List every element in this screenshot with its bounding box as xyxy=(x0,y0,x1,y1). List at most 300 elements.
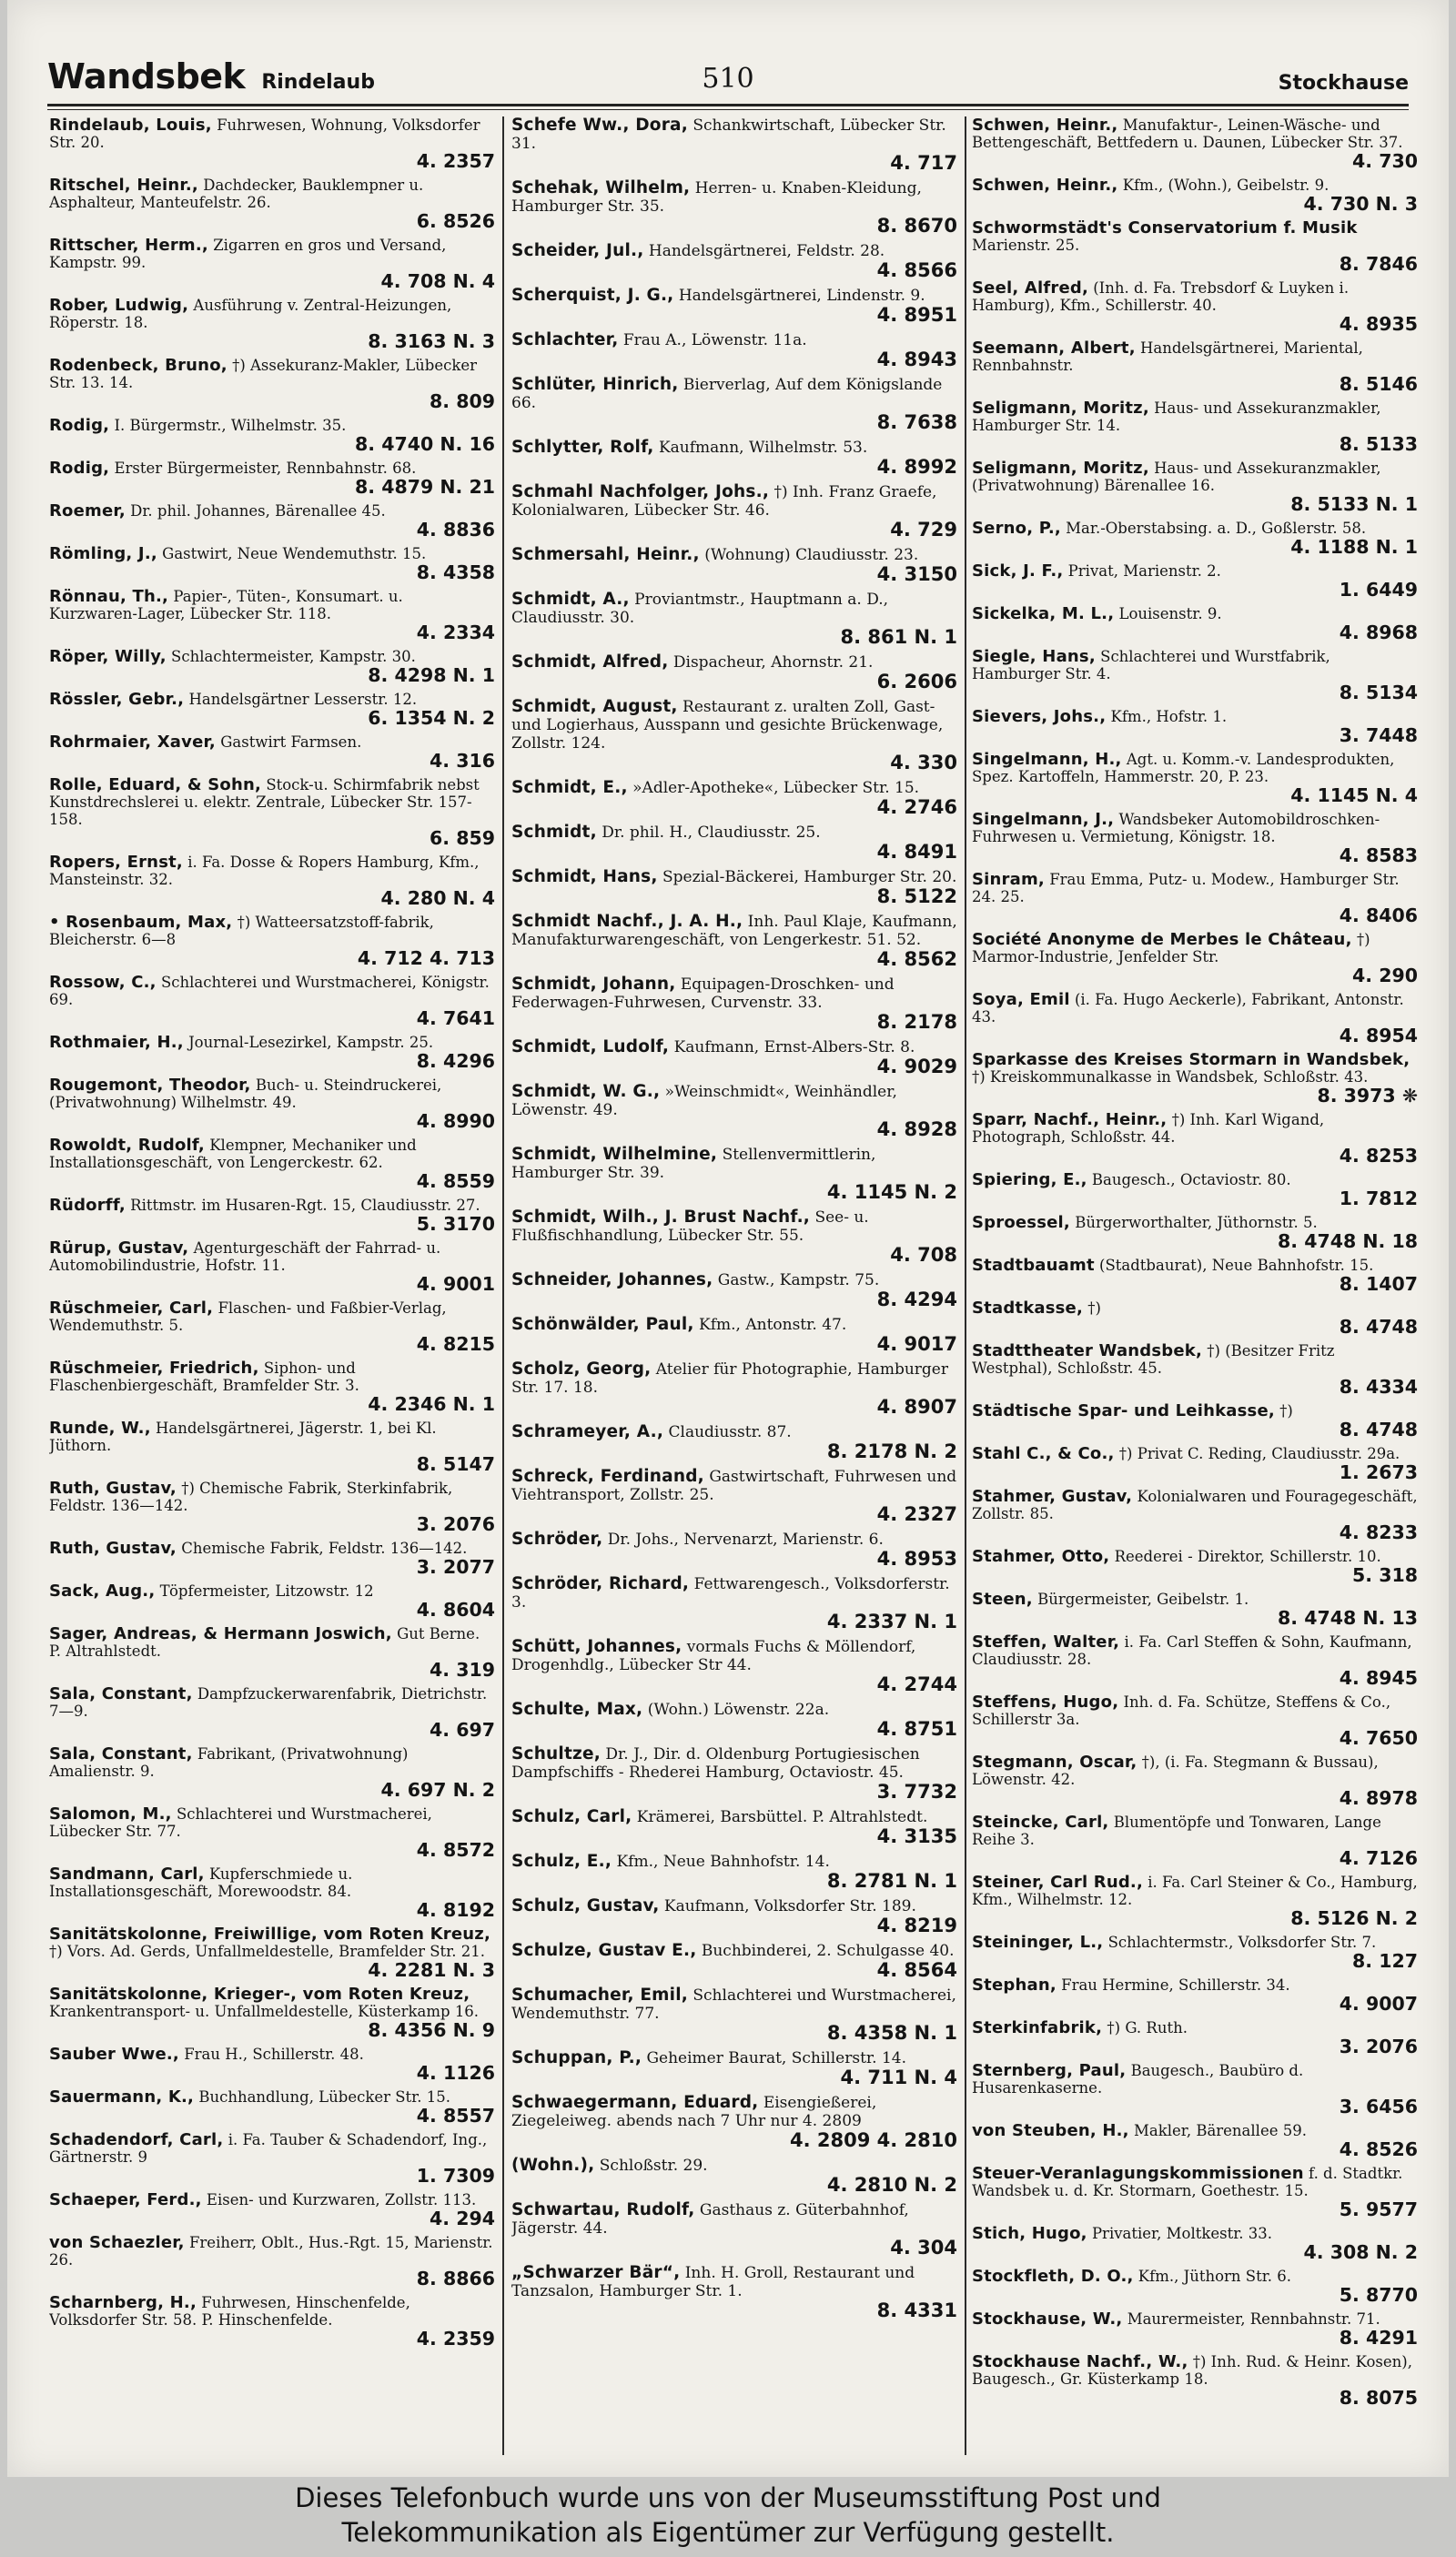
directory-entry xyxy=(972,1299,1418,1342)
directory-entry xyxy=(972,1051,1418,1111)
entry-name: Stich, Hugo, xyxy=(972,2224,1087,2243)
entry-details: i. Fa. Carl Steffen & Sohn, Kaufmann, Claudiusstr. 28. xyxy=(972,1633,1412,1668)
directory-entry xyxy=(511,546,957,591)
entry-name: Sala, Constant, xyxy=(49,1684,193,1703)
entry-phone-number: 8. 7638 xyxy=(876,411,957,433)
entry-details: Dr. phil. H., Claudiusstr. 25. xyxy=(602,824,821,842)
entry-details: i. Fa. Carl Steiner & Co., Hamburg, Kfm., Wilhelmstr. 12. xyxy=(972,1874,1418,1908)
entry-details: Inh. H. Groll, Restaurant und Tanzsalon, Hamburger Str. 1. xyxy=(511,2264,915,2300)
entry-details: Buchhandlung, Lübecker Str. 15. xyxy=(198,2088,450,2106)
entry-phone-number: 4. 3150 xyxy=(876,563,957,585)
entry-details: Kfm., Antonstr. 47. xyxy=(699,1316,847,1334)
column-2 xyxy=(511,116,957,2455)
entry-details: Schlachtermeister, Kampstr. 30. xyxy=(171,648,416,665)
entry-details: Inh. d. Fa. Schütze, Steffens & Co., Schillerstr 3a. xyxy=(972,1693,1391,1728)
entry-details: Haus- und Assekuranzmakler, (Privatwohnung) Bärenallee 16. xyxy=(972,460,1381,494)
entry-phone-number: 8. 2178 xyxy=(876,1011,957,1033)
entry-name: Stockhause, W., xyxy=(972,2309,1123,2329)
directory-entry xyxy=(49,1076,495,1137)
entry-name: Stadtkasse, xyxy=(972,1299,1083,1318)
entry-name: Schwartau, Rudolf, xyxy=(511,2200,695,2219)
directory-entry xyxy=(49,1865,495,1925)
entry-phone-number: 8. 8866 xyxy=(416,2268,495,2289)
entry-details: †) Chemische Fabrik, Sterkinfabrik, Feldstr. 136—142. xyxy=(49,1480,453,1514)
entry-name: Schehak, Wilhelm, xyxy=(511,178,691,197)
entry-name: Schmidt, A., xyxy=(511,590,630,609)
entry-name: Sternberg, Paul, xyxy=(972,2061,1127,2080)
entry-phone-number: 5. 9577 xyxy=(1339,2198,1418,2220)
entry-phone-number: 4. 697 xyxy=(430,1719,495,1741)
entry-phone-number: 4. 717 xyxy=(890,152,957,174)
entry-phone-number: 4. 8751 xyxy=(876,1718,957,1740)
entry-name: Rohrmaier, Xaver, xyxy=(49,733,216,752)
entry-details: Reederei - Direktor, Schillerstr. 10. xyxy=(1114,1548,1381,1565)
entry-details: Gut Berne. P. Altrahlstedt. xyxy=(49,1625,480,1660)
entry-details: Kaufmann, Wilhelmstr. 53. xyxy=(658,439,868,457)
entry-phone-number: 8. 5134 xyxy=(1339,682,1418,703)
entry-name: Schlytter, Rolf, xyxy=(511,438,654,457)
entry-name: Seligmann, Moritz, xyxy=(972,459,1149,478)
entry-name: Rössler, Gebr., xyxy=(49,690,185,709)
entry-name: Rindelaub, Louis, xyxy=(49,116,212,135)
entry-phone-number: 5. 3170 xyxy=(416,1213,495,1235)
directory-entry xyxy=(49,1299,495,1359)
entry-details: Privatier, Moltkestr. 33. xyxy=(1091,2225,1273,2242)
entry-name: Sparkasse des Kreises Stormarn in Wandsbek, xyxy=(972,1050,1410,1069)
directory-entry xyxy=(511,1208,957,1271)
entry-details: Mar.-Oberstabsing. a. D., Goßlerstr. 58. xyxy=(1066,520,1367,537)
column-1 xyxy=(49,116,495,2455)
entry-name: Schultze, xyxy=(511,1744,601,1764)
entry-phone-number: 4. 316 xyxy=(430,750,495,772)
entry-details: Wandsbeker Automobildroschken-Fuhrwesen u. Vermietung, Königstr. 18. xyxy=(972,811,1380,845)
entry-details: Journal-Lesezirkel, Kampstr. 25. xyxy=(188,1034,434,1051)
entry-name: Schröder, Richard, xyxy=(511,1574,690,1593)
entry-phone-number: 8. 7846 xyxy=(1339,253,1418,275)
entry-phone-number: 4. 730 N. 3 xyxy=(1303,193,1418,215)
directory-entry xyxy=(49,2294,495,2354)
entry-name: Roemer, xyxy=(49,501,126,520)
directory-entry xyxy=(511,1083,957,1146)
entry-phone-number: 8. 4748 N. 13 xyxy=(1278,1607,1418,1629)
entry-phone-number: 4. 294 xyxy=(430,2208,495,2229)
entry-details: †) Vors. Ad. Gerds, Unfallmeldestelle, Bramfelder Str. 21. xyxy=(49,1943,485,1960)
entry-phone-number: 1. 2673 xyxy=(1339,1461,1418,1483)
entry-phone-number: 4. 8954 xyxy=(1339,1025,1418,1046)
entry-name: Steincke, Carl, xyxy=(972,1813,1109,1832)
directory-entry xyxy=(511,1575,957,1638)
entry-phone-number: 4. 8406 xyxy=(1339,905,1418,926)
entry-details: Schankwirtschaft, Lübecker Str. 31. xyxy=(511,116,946,153)
entry-phone-number: 4. 308 N. 2 xyxy=(1303,2241,1418,2263)
entry-details: Proviantmstr., Hauptmann a. D., Claudiusstr. 30. xyxy=(511,591,889,627)
entry-name: Scheider, Jul., xyxy=(511,241,644,260)
directory-entry xyxy=(511,1701,957,1745)
entry-name: Sauermann, K., xyxy=(49,2087,195,2107)
directory-entry xyxy=(511,439,957,483)
entry-name: Ritschel, Heinr., xyxy=(49,176,198,195)
entry-phone-number: 5. 8770 xyxy=(1339,2284,1418,2306)
entry-phone-number: 4. 2337 N. 1 xyxy=(826,1611,957,1632)
entry-details: Gasthaus z. Güterbahnhof, Jägerstr. 44. xyxy=(511,2201,909,2238)
entry-phone-number: 4. 7126 xyxy=(1339,1847,1418,1869)
entry-details: Bierverlag, Auf dem Königslande 66. xyxy=(511,376,943,412)
directory-entry xyxy=(49,691,495,733)
entry-name: von Steuben, H., xyxy=(972,2121,1129,2140)
entry-details: Dachdecker, Bauklempner u. Asphalteur, Manteufelstr. 26. xyxy=(49,177,424,211)
entry-details: Papier-, Tüten-, Konsumart. u. Kurzwaren-Lager, Lübecker Str. 118. xyxy=(49,588,403,622)
entry-details: Handelsgärtnerei, Jägerstr. 1, bei Kl. Jüthorn. xyxy=(49,1420,437,1454)
entry-name: Stegmann, Oscar, xyxy=(972,1753,1138,1772)
entry-name: Schmidt, E., xyxy=(511,778,628,797)
entry-phone-number: 8. 8075 xyxy=(1339,2387,1418,2409)
entry-phone-number: 8. 5133 xyxy=(1339,433,1418,455)
entry-details: Krämerei, Barsbüttel. P. Altrahlstedt. xyxy=(636,1808,928,1826)
entry-details: Baugesch., Octaviostr. 80. xyxy=(1091,1171,1291,1188)
directory-entry xyxy=(972,279,1418,339)
entry-details: (Stadtbaurat), Neue Bahnhofstr. 15. xyxy=(1099,1257,1374,1274)
column-3 xyxy=(972,116,1418,2455)
entry-details: Fuhrwesen, Wohnung, Volksdorfer Str. 20. xyxy=(49,116,480,151)
directory-entry xyxy=(511,483,957,546)
directory-entry xyxy=(511,2264,957,2327)
entry-name: Sanitätskolonne, Krieger-, vom Roten Kreuz, xyxy=(49,1985,470,2004)
entry-phone-number: 8. 8670 xyxy=(876,215,957,237)
directory-entry xyxy=(49,2131,495,2191)
directory-entry xyxy=(49,1197,495,1239)
footer-line-2: Telekommunikation als Eigentümer zur Verfügung gestellt. xyxy=(341,2517,1115,2548)
directory-entry xyxy=(49,648,495,691)
entry-phone-number: 8. 1407 xyxy=(1339,1273,1418,1295)
entry-phone-number: 8. 4879 N. 21 xyxy=(355,476,495,498)
entry-name: Schaeper, Ferd., xyxy=(49,2190,202,2209)
footer-line-1: Dieses Telefonbuch wurde uns von der Museumsstiftung Post und xyxy=(295,2482,1161,2513)
entry-phone-number: 4. 9017 xyxy=(876,1333,957,1355)
directory-entry xyxy=(511,2201,957,2264)
entry-details: Schlachterei und Wurstfabrik, Hamburger Str. 4. xyxy=(972,648,1330,682)
directory-entry xyxy=(511,698,957,779)
entry-details: Buch- u. Steindruckerei, (Privatwohnung) Wilhelmstr. 49. xyxy=(49,1076,442,1111)
directory-entry xyxy=(972,339,1418,399)
entry-phone-number: 4. 1126 xyxy=(416,2062,495,2084)
directory-entry xyxy=(49,854,495,914)
directory-page xyxy=(7,0,1449,2477)
entry-details: vormals Fuchs & Möllendorf, Drogenhdlg., Lübecker Str 44. xyxy=(511,1638,916,1674)
entry-details: Freiherr, Oblt., Hus.-Rgt. 15, Marienstr. 26. xyxy=(49,2234,493,2269)
entry-phone-number: 4. 330 xyxy=(890,752,957,773)
entry-phone-number: 4. 8219 xyxy=(876,1915,957,1936)
entry-phone-number: 8. 4358 xyxy=(416,561,495,583)
entry-name: Schmidt, Hans, xyxy=(511,867,658,886)
directory-entry xyxy=(511,653,957,698)
directory-entry xyxy=(511,2049,957,2094)
entry-name: „Schwarzer Bär“, xyxy=(511,2263,681,2282)
entry-details: Schloßstr. 29. xyxy=(599,2157,708,2175)
directory-entry xyxy=(511,1853,957,1897)
entry-details: †) Kreiskommunalkasse in Wandsbek, Schloßstr. 43. xyxy=(972,1068,1369,1086)
entry-name: Rober, Ludwig, xyxy=(49,296,189,315)
entry-phone-number: 4. 8564 xyxy=(876,1959,957,1981)
entry-details: Kolonialwaren und Fouragegeschäft, Zollstr. 85. xyxy=(972,1488,1418,1522)
entry-phone-number: 4. 8491 xyxy=(876,841,957,863)
directory-entry xyxy=(49,1745,495,1805)
entry-phone-number: 4. 8572 xyxy=(416,1839,495,1861)
entry-name: Schmidt, Wilhelmine, xyxy=(511,1145,718,1164)
entry-name: Schmahl Nachfolger, Johs., xyxy=(511,482,770,501)
directory-entry xyxy=(972,1171,1418,1214)
entry-name: Stockhause Nachf., W., xyxy=(972,2352,1188,2371)
directory-entry xyxy=(972,1693,1418,1754)
entry-details: Fuhrwesen, Hinschenfelde, Volksdorfer Str. 58. P. Hinschenfelde. xyxy=(49,2294,410,2329)
entry-phone-number: 8. 2178 N. 2 xyxy=(826,1440,957,1462)
entry-phone-number: 6. 1354 N. 2 xyxy=(368,707,495,729)
entry-phone-number: 4. 8559 xyxy=(416,1170,495,1192)
entry-phone-number: 4. 8935 xyxy=(1339,313,1418,335)
directory-entry xyxy=(49,2234,495,2294)
entry-name: Stephan, xyxy=(972,1976,1057,1995)
directory-entry xyxy=(49,733,495,776)
entry-phone-number: 4. 8253 xyxy=(1339,1145,1418,1167)
directory-entry xyxy=(49,357,495,417)
directory-entry xyxy=(49,1685,495,1745)
entry-phone-number: 4. 2810 N. 2 xyxy=(826,2174,957,2196)
directory-entry xyxy=(972,1214,1418,1257)
directory-entry xyxy=(972,2310,1418,2353)
directory-entry xyxy=(511,868,957,913)
entry-phone-number: 4. 708 N. 4 xyxy=(380,270,495,292)
entry-name: Schönwälder, Paul, xyxy=(511,1315,694,1334)
entry-name: Schmersahl, Heinr., xyxy=(511,545,700,564)
entry-phone-number: 4. 730 xyxy=(1352,150,1418,172)
entry-phone-number: 4. 8604 xyxy=(416,1599,495,1621)
entry-phone-number: 8. 127 xyxy=(1352,1950,1418,1972)
entry-phone-number: 4. 319 xyxy=(430,1659,495,1681)
entry-details: Handelsgärtnerei, Feldstr. 28. xyxy=(648,242,885,260)
entry-name: Schlüter, Hinrich, xyxy=(511,375,679,394)
entry-details: Eisengießerei, Ziegeleiweg. abends nach 7 Uhr nur 4. 2809 xyxy=(511,2094,877,2130)
directory-entry xyxy=(511,824,957,868)
entry-name: • Rosenbaum, Max, xyxy=(49,913,233,932)
entry-phone-number: 4. 729 xyxy=(890,519,957,541)
entry-details: Klempner, Mechaniker und Installationsgeschäft, von Lengerckestr. 62. xyxy=(49,1137,417,1171)
directory-entry xyxy=(49,776,495,854)
entry-phone-number: 8. 3163 N. 3 xyxy=(368,330,495,352)
entry-name: Schmidt, Johann, xyxy=(511,975,676,994)
entry-phone-number: 3. 2076 xyxy=(1339,2036,1418,2057)
entry-details: Fettwarengesch., Volksdorferstr. 3. xyxy=(511,1575,950,1612)
entry-phone-number: 8. 4291 xyxy=(1339,2327,1418,2349)
entry-name: Schreck, Ferdinand, xyxy=(511,1467,704,1486)
entry-phone-number: 4. 1145 N. 2 xyxy=(826,1181,957,1203)
directory-entry xyxy=(972,1257,1418,1299)
entry-name: Rodig, xyxy=(49,416,110,435)
directory-entry xyxy=(972,2019,1418,2062)
directory-entry xyxy=(49,1420,495,1480)
directory-entry xyxy=(511,179,957,242)
entry-name: Steffen, Walter, xyxy=(972,1632,1120,1652)
entry-phone-number: 4. 8951 xyxy=(876,304,957,326)
entry-phone-number: 8. 4331 xyxy=(876,2299,957,2321)
entry-details: »Weinschmidt«, Weinhändler, Löwenstr. 49. xyxy=(511,1083,897,1119)
entry-name: Rüschmeier, Friedrich, xyxy=(49,1359,259,1378)
entry-details: †) Marmor-Industrie, Jenfelder Str. xyxy=(972,931,1370,965)
directory-entry xyxy=(972,1934,1418,1976)
entry-name: Sproessel, xyxy=(972,1213,1070,1232)
directory-entry xyxy=(511,1316,957,1360)
entry-phone-number: 8. 5147 xyxy=(416,1453,495,1475)
entry-name: Sanitätskolonne, Freiwillige, vom Roten Kreuz, xyxy=(49,1925,491,1944)
entry-phone-number: 4. 3135 xyxy=(876,1825,957,1847)
directory-entry xyxy=(972,811,1418,871)
entry-phone-number: 4. 8233 xyxy=(1339,1521,1418,1543)
directory-entry xyxy=(49,1480,495,1540)
entry-details: Dr. J., Dir. d. Oldenburg Portugiesischen Dampfschiffs - Rhederei Hamburg, Octaviostr. 45. xyxy=(511,1745,920,1782)
directory-entry xyxy=(49,1239,495,1299)
entry-phone-number: 5. 318 xyxy=(1352,1564,1418,1586)
entry-details: Kfm., Jüthorn Str. 6. xyxy=(1138,2268,1292,2285)
entry-details: Zigarren en gros und Versand, Kampstr. 99. xyxy=(49,237,447,271)
entry-name: Schlachter, xyxy=(511,330,619,349)
entry-name: Rowoldt, Rudolf, xyxy=(49,1136,205,1155)
entry-name: Steininger, L., xyxy=(972,1933,1104,1952)
entry-details: Dr. phil. Johannes, Bärenallee 45. xyxy=(130,502,386,520)
directory-entry xyxy=(972,1976,1418,2019)
directory-entry xyxy=(972,1633,1418,1693)
directory-entry xyxy=(972,2165,1418,2225)
entry-name: Rougemont, Theodor, xyxy=(49,1076,251,1095)
entry-phone-number: 4. 8566 xyxy=(876,259,957,281)
entry-name: Stadttheater Wandsbek, xyxy=(972,1341,1203,1360)
directory-entry xyxy=(49,2191,495,2234)
entry-details: Gastwirt Farmsen. xyxy=(220,733,362,751)
directory-entry xyxy=(49,974,495,1034)
entry-name: von Schaezler, xyxy=(49,2233,185,2252)
entry-phone-number: 8. 809 xyxy=(430,390,495,412)
directory-entry xyxy=(511,1986,957,2049)
directory-entry xyxy=(49,1582,495,1625)
entry-name: Schumacher, Emil, xyxy=(511,1986,688,2005)
entry-name: Römling, J., xyxy=(49,544,157,563)
entry-details: Frau Hermine, Schillerstr. 34. xyxy=(1061,1976,1290,1994)
entry-details: Geheimer Baurat, Schillerstr. 14. xyxy=(646,2049,907,2067)
entry-phone-number: 8. 861 N. 1 xyxy=(840,626,957,648)
entry-details: Gastw., Kampstr. 75. xyxy=(717,1271,880,1289)
entry-phone-number: 4. 8907 xyxy=(876,1396,957,1418)
entry-name: Rothmaier, H., xyxy=(49,1033,184,1052)
directory-entry xyxy=(972,1111,1418,1171)
directory-entry xyxy=(511,287,957,331)
entry-phone-number: 8. 4358 N. 1 xyxy=(826,2022,957,2044)
directory-entry xyxy=(972,871,1418,931)
entry-name: Röper, Willy, xyxy=(49,647,167,666)
entry-name: Sparr, Nachf., Heinr., xyxy=(972,1110,1168,1129)
directory-entry xyxy=(49,1925,495,1986)
entry-details: Frau H., Schillerstr. 48. xyxy=(184,2046,364,2063)
entry-details: i. Fa. Tauber & Schadendorf, Ing., Gärtnerstr. 9 xyxy=(49,2131,488,2166)
entry-details: Inh. Paul Klaje, Kaufmann, Manufakturwarengeschäft, von Lengerkestr. 51. 52. xyxy=(511,913,957,949)
entry-phone-number: 4. 9029 xyxy=(876,1056,957,1077)
directory-entry xyxy=(49,1625,495,1685)
entry-name: Société Anonyme de Merbes le Château, xyxy=(972,930,1352,949)
entry-phone-number: 4. 711 N. 4 xyxy=(840,2067,957,2088)
entry-phone-number: 8. 5122 xyxy=(876,885,957,907)
column-divider xyxy=(502,116,504,2455)
directory-entry xyxy=(511,1038,957,1083)
directory-entry xyxy=(49,1805,495,1865)
directory-entry xyxy=(972,399,1418,460)
entry-details: Stock-u. Schirmfabrik nebst Kunstdrechslerei u. elektr. Zentrale, Lübecker Str. 157-158. xyxy=(49,776,480,828)
entry-name: Ropers, Ernst, xyxy=(49,853,183,872)
header-place: Wandsbek xyxy=(47,56,246,96)
entry-details: Dispacheur, Ahornstr. 21. xyxy=(672,653,874,672)
directory-entry xyxy=(972,1488,1418,1548)
entry-details: (Inh. d. Fa. Trebsdorf & Luyken i. Hamburg), Kfm., Schillerstr. 40. xyxy=(972,279,1350,314)
entry-phone-number: 4. 9007 xyxy=(1339,1993,1418,2015)
entry-name: Schwormstädt's Conservatorium f. Musik xyxy=(972,218,1358,238)
entry-details: †) Privat C. Reding, Claudiusstr. 29a. xyxy=(1118,1445,1400,1462)
entry-name: Sandmann, Carl, xyxy=(49,1865,205,1884)
header-rule xyxy=(47,104,1409,106)
entry-details: Manufaktur-, Leinen-Wäsche- und Bettengeschäft, Bettfedern u. Daunen, Lübecker Str. 37. xyxy=(972,116,1403,151)
directory-entry xyxy=(511,913,957,975)
entry-phone-number: 4. 8943 xyxy=(876,349,957,370)
entry-phone-number: 3. 6456 xyxy=(1339,2096,1418,2117)
entry-details: I. Bürgermstr., Wilhelmstr. 35. xyxy=(114,417,347,434)
directory-entry xyxy=(511,1638,957,1701)
entry-phone-number: 1. 7309 xyxy=(416,2165,495,2187)
directory-entry xyxy=(49,545,495,588)
entry-name: Sack, Aug., xyxy=(49,1582,156,1601)
directory-entry xyxy=(511,1942,957,1986)
entry-phone-number: 4. 8562 xyxy=(876,948,957,970)
entry-details: Erster Bürgermeister, Rennbahnstr. 68. xyxy=(114,460,417,477)
directory-entry xyxy=(972,2268,1418,2310)
entry-phone-number: 3. 2076 xyxy=(416,1513,495,1535)
entry-name: Schulte, Max, xyxy=(511,1700,643,1719)
entry-details: Schlachterei und Wurstmacherei, Lübecker Str. 77. xyxy=(49,1805,432,1840)
directory-entry xyxy=(972,751,1418,811)
entry-phone-number: 4. 304 xyxy=(890,2237,957,2259)
directory-entry xyxy=(972,177,1418,219)
entry-phone-number: 8. 5126 N. 2 xyxy=(1290,1907,1418,1929)
directory-entry xyxy=(49,460,495,502)
entry-details: Bürgerworthalter, Jüthornstr. 5. xyxy=(1075,1214,1318,1231)
entry-details: i. Fa. Dosse & Ropers Hamburg, Kfm., Mansteinstr. 32. xyxy=(49,854,480,888)
entry-details: (i. Fa. Hugo Aeckerle), Fabrikant, Antonstr. 43. xyxy=(972,991,1404,1026)
entry-details: Kupferschmiede u. Installationsgeschäft, Morewoodstr. 84. xyxy=(49,1865,353,1900)
entry-details: Makler, Bärenallee 59. xyxy=(1133,2122,1307,2139)
directory-entry xyxy=(49,588,495,648)
entry-details: Restaurant z. uralten Zoll, Gast- und Logierhaus, Ausspann und gesichte Brückenwage, Zollstr. 124. xyxy=(511,698,944,753)
directory-entry xyxy=(972,460,1418,520)
entry-phone-number: 8. 4748 xyxy=(1339,1316,1418,1338)
entry-name: Stahl C., & Co., xyxy=(972,1444,1115,1463)
entry-phone-number: 4. 2327 xyxy=(876,1503,957,1525)
entry-name: Schmidt, August, xyxy=(511,697,678,716)
entry-name: Schulz, E., xyxy=(511,1852,612,1871)
directory-entry xyxy=(511,1360,957,1423)
entry-name: Singelmann, H., xyxy=(972,750,1122,769)
entry-phone-number: 3. 7732 xyxy=(876,1781,957,1803)
entry-name: Schwaegermann, Eduard, xyxy=(511,2093,759,2112)
entry-phone-number: 4. 290 xyxy=(1352,965,1418,986)
entry-details: Agt. u. Komm.-v. Landesprodukten, Spez. Kartoffeln, Hammerstr. 20, P. 23. xyxy=(972,751,1395,785)
entry-phone-number: 4. 8928 xyxy=(876,1118,957,1140)
entry-phone-number: 4. 712 4. 713 xyxy=(357,947,495,969)
entry-name: Schröder, xyxy=(511,1530,603,1549)
entry-details: Töpfermeister, Litzowstr. 12 xyxy=(159,1582,374,1600)
entry-name: Schmidt, Alfred, xyxy=(511,652,669,672)
